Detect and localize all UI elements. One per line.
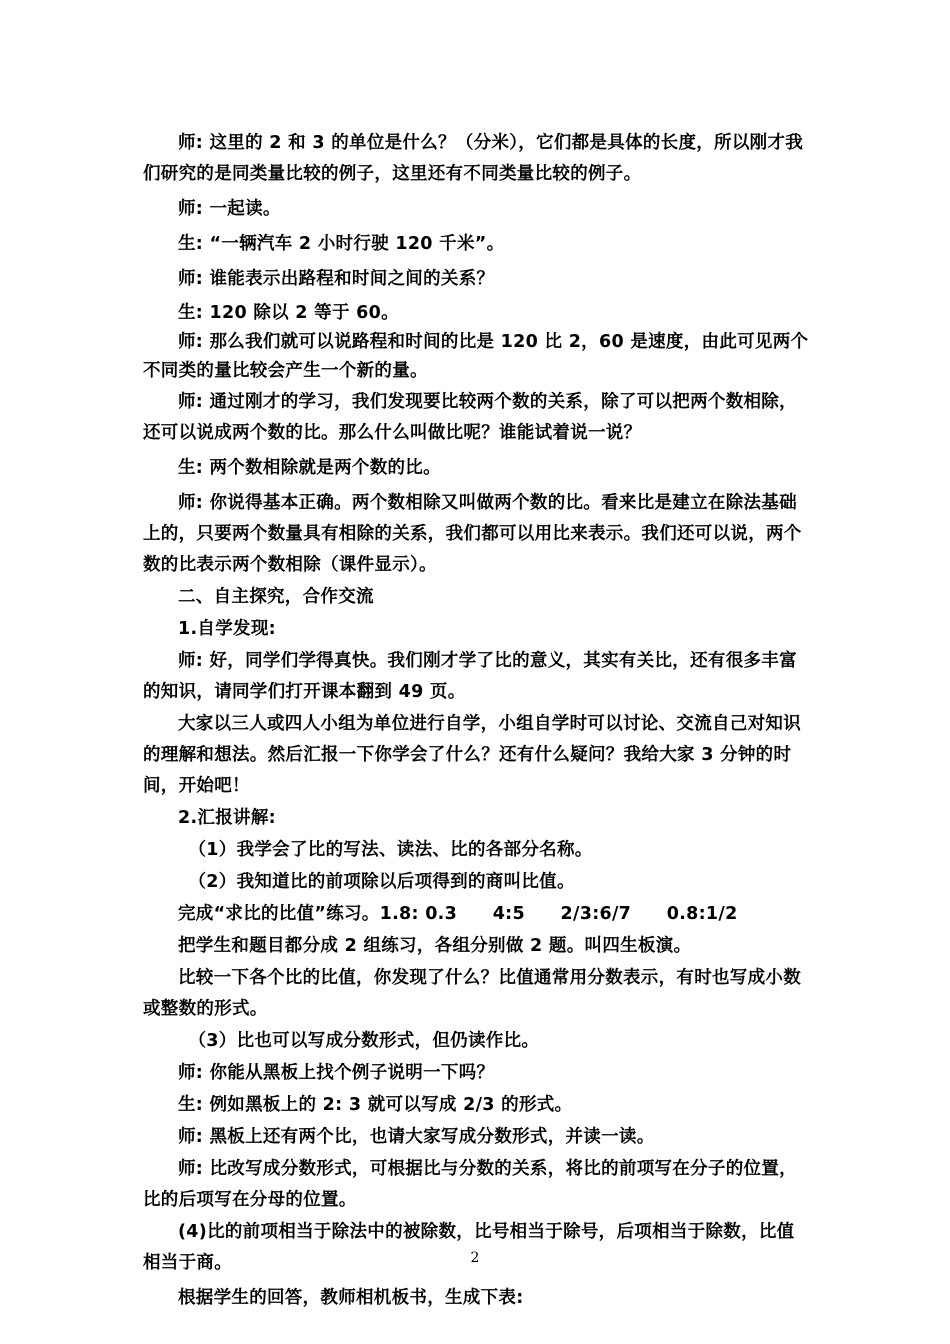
paragraph: 师: 比改写成分数形式，可根据比与分数的关系，将比的前项写在分子的位置，比的后项写在分母的位置。 bbox=[143, 1159, 797, 1210]
body-text bbox=[143, 128, 810, 1314]
paragraph: 根据学生的回答，教师相机板书，生成下表: bbox=[178, 1288, 524, 1308]
list-item: （3）比也可以写成分数形式，但仍读作比。 bbox=[188, 1031, 540, 1051]
page-number: 2 bbox=[470, 1250, 480, 1266]
list-item: （2）我知道比的前项除以后项得到的商叫比值。 bbox=[188, 872, 575, 892]
subsection-heading: 1.自学发现: bbox=[178, 619, 276, 639]
paragraph: (4)比的前项相当于除法中的被除数，比号相当于除号，后项相当于除数，比值相当于商。 bbox=[143, 1222, 795, 1273]
paragraph: 师: 谁能表示出路程和时间之间的关系？ bbox=[178, 269, 495, 289]
paragraph: 师: 黑板上还有两个比，也请大家写成分数形式，并读一读。 bbox=[178, 1127, 655, 1147]
subsection-heading: 2.汇报讲解: bbox=[178, 808, 276, 828]
paragraph: 生: 例如黑板上的 2: 3 就可以写成 2/3 的形式。 bbox=[178, 1095, 573, 1115]
paragraph: 师: 你说得基本正确。两个数相除又叫做两个数的比。看来比是建立在除法基础上的，只要两个数量具有相除的关系，我们都可以用比来表示。我们还可以说，两个数的比表示两个数相除（课件显示）。 bbox=[143, 493, 802, 575]
paragraph: 师: 一起读。 bbox=[178, 199, 281, 219]
paragraph: 把学生和题目都分成 2 组练习，各组分别做 2 题。叫四生板演。 bbox=[178, 936, 692, 956]
paragraph: 生: 两个数相除就是两个数的比。 bbox=[178, 458, 441, 478]
paragraph: 师: 通过刚才的学习，我们发现要比较两个数的关系，除了可以把两个数相除，还可以说成两个数的比。那么什么叫做比呢？谁能试着说一说？ bbox=[143, 392, 797, 443]
paragraph: 生: “一辆汽车 2 小时行驶 120 千米”。 bbox=[178, 234, 505, 254]
paragraph: 比较一下各个比的比值，你发现了什么？比值通常用分数表示，有时也写成小数或整数的形式。 bbox=[143, 968, 801, 1019]
paragraph: 大家以三人或四人小组为单位进行自学，小组自学时可以讨论、交流自己对知识的理解和想法。然后汇报一下你学会了什么？还有什么疑问？我给大家 3 分钟的时间，开始吧！ bbox=[143, 714, 801, 796]
paragraph: 师: 这里的 2 和 3 的单位是什么？（分米），它们都是具体的长度，所以刚才我们研究的是同类量比较的例子，这里还有不同类量比较的例子。 bbox=[143, 133, 804, 184]
paragraph: 师: 好，同学们学得真快。我们刚才学了比的意义，其实有关比，还有很多丰富的知识，请同学们打开课本翻到 49 页。 bbox=[143, 651, 797, 702]
list-item: （1）我学会了比的写法、读法、比的各部分名称。 bbox=[188, 840, 593, 860]
paragraph: 师: 你能从黑板上找个例子说明一下吗？ bbox=[178, 1063, 495, 1083]
paragraph: 生: 120 除以 2 等于 60。 bbox=[178, 303, 399, 323]
paragraph: 师: 那么我们就可以说路程和时间的比是 120 比 2，60 是速度，由此可见两个不同类的量比较会产生一个新的量。 bbox=[143, 332, 809, 381]
section-heading: 二、自主探究，合作交流 bbox=[178, 587, 374, 607]
exercise-line: 完成“求比的比值”练习。1.8: 0.3 4:5 2/3:6/7 0.8:1/2 bbox=[178, 904, 738, 924]
